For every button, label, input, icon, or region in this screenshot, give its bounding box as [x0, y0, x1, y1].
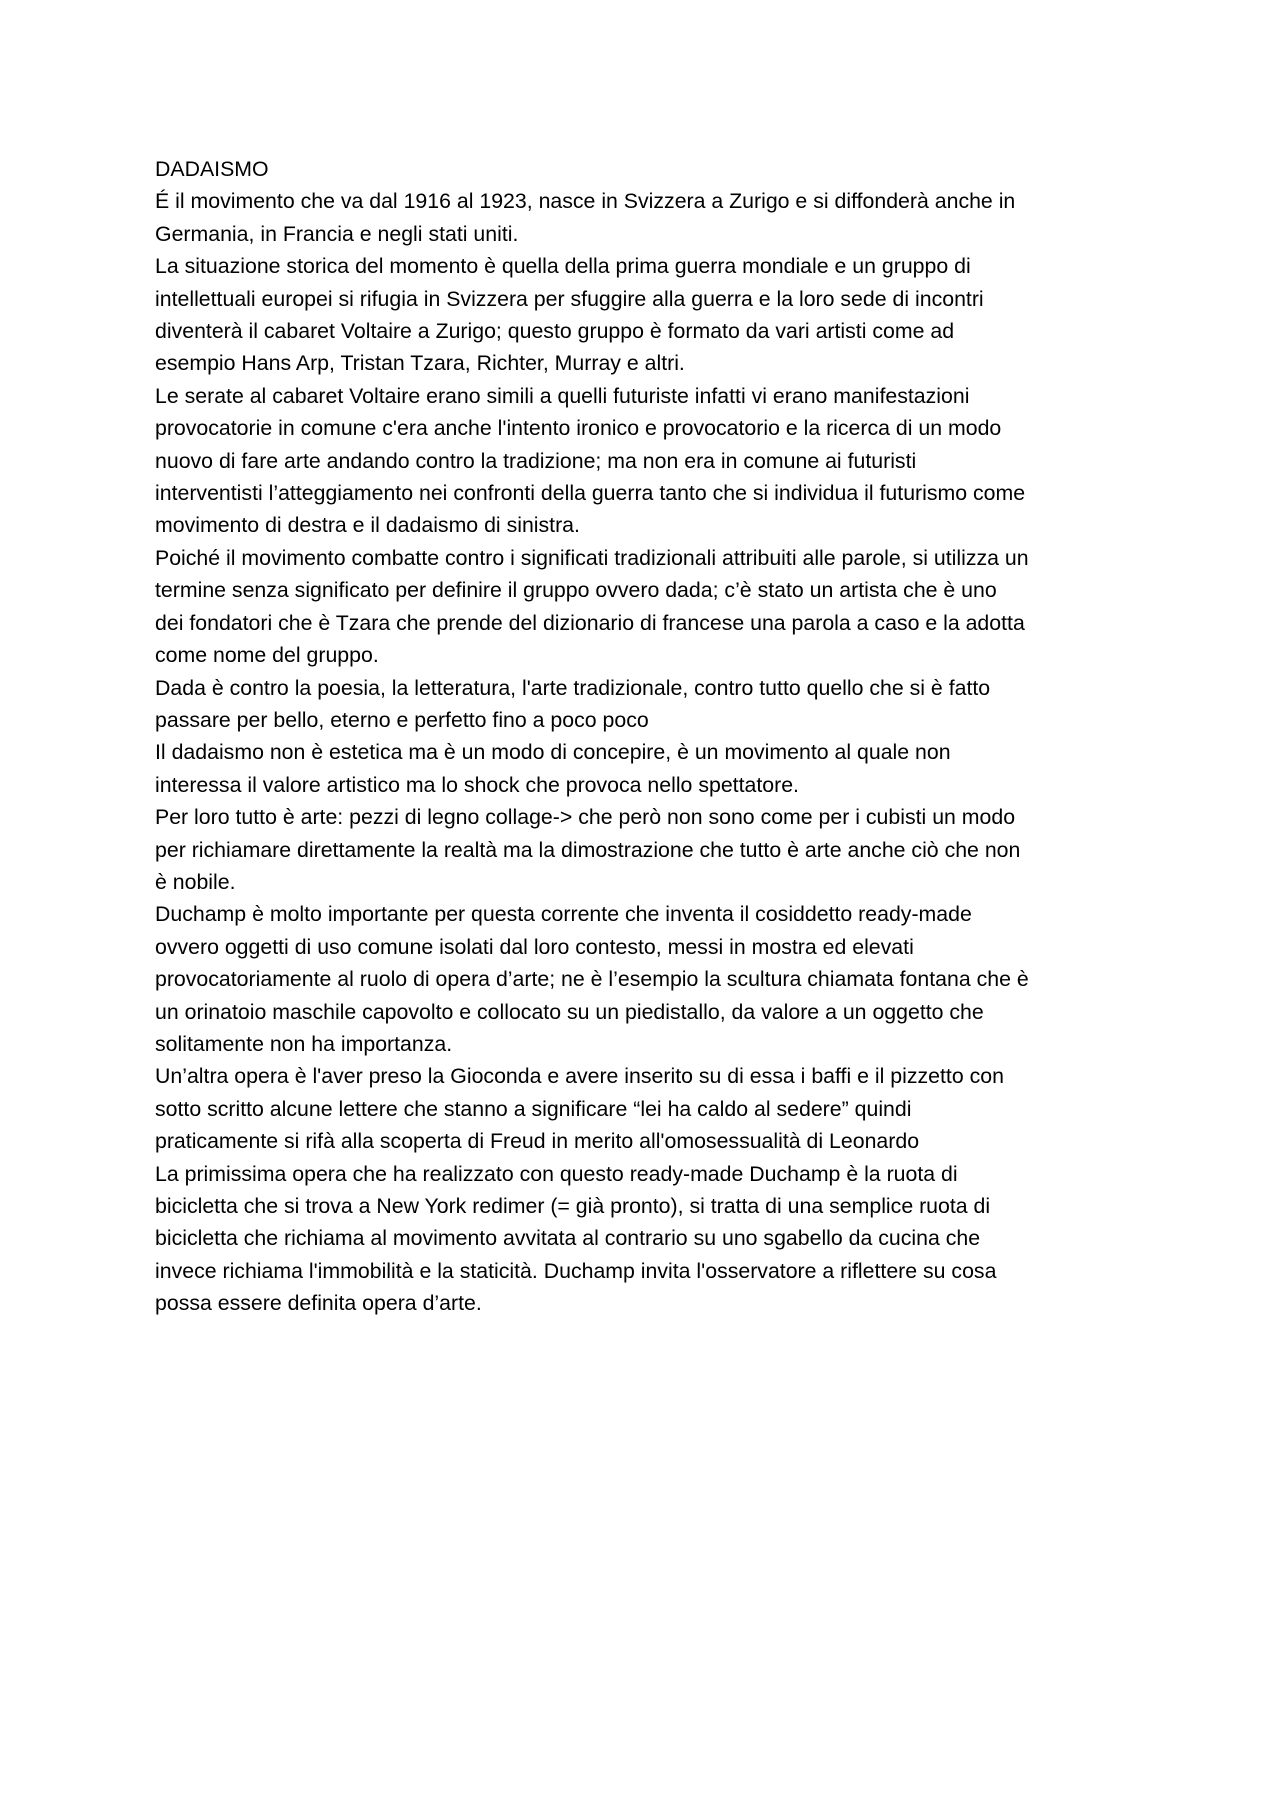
text-line: movimento di destra e il dadaismo di sinistra. — [155, 513, 580, 538]
text-line: interessa il valore artistico ma lo shock che provoca nello spettatore. — [155, 772, 799, 797]
text-line: La primissima opera che ha realizzato con questo ready-made Duchamp è la ruota di — [155, 1161, 958, 1186]
text-line: esempio Hans Arp, Tristan Tzara, Richter, Murray e altri. — [155, 351, 685, 376]
text-line: invece richiama l'immobilità e la staticità. Duchamp invita l'osservatore a riflettere su cosa — [155, 1258, 997, 1283]
text-line: Poiché il movimento combatte contro i significati tradizionali attribuiti alle parole, si utilizza un — [155, 545, 1029, 570]
text-line: solitamente non ha importanza. — [155, 1031, 453, 1056]
text-line: nuovo di fare arte andando contro la tradizione; ma non era in comune ai futuristi — [155, 448, 917, 473]
document-title: DADAISMO — [155, 157, 269, 181]
text-line: termine senza significato per definire il gruppo ovvero dada; c’è stato un artista che è uno — [155, 578, 997, 603]
text-line: passare per bello, eterno e perfetto fino a poco poco — [155, 707, 649, 732]
text-line: Duchamp è molto importante per questa corrente che inventa il cosiddetto ready-made — [155, 902, 972, 927]
text-line: Le serate al cabaret Voltaire erano simili a quelli futuriste infatti vi erano manifestazioni — [155, 383, 970, 408]
document-body — [155, 153, 1145, 1320]
text-line: dei fondatori che è Tzara che prende del dizionario di francese una parola a caso e la adotta — [155, 610, 1025, 635]
text-line: ovvero oggetti di uso comune isolati dal loro contesto, messi in mostra ed elevati — [155, 934, 914, 959]
text-line: bicicletta che si trova a New York redimer (= già pronto), si tratta di una semplice ruota di — [155, 1194, 991, 1218]
text-line: Un’altra opera è l'aver preso la Gioconda e avere inserito su di essa i baffi e il pizzetto con — [155, 1064, 1004, 1089]
text-line: Germania, in Francia e negli stati uniti. — [155, 221, 519, 246]
text-line: un orinatoio maschile capovolto e collocato su un piedistallo, da valore a un oggetto che — [155, 999, 984, 1024]
text-line: per richiamare direttamente la realtà ma la dimostrazione che tutto è arte anche ciò che non — [155, 837, 1021, 862]
text-line: É il movimento che va dal 1916 al 1923, nasce in Svizzera a Zurigo e si diffonderà anche in — [155, 189, 1016, 214]
text-line: Il dadaismo non è estetica ma è un modo di concepire, è un movimento al quale non — [155, 740, 951, 765]
text-line: possa essere definita opera d’arte. — [155, 1291, 482, 1316]
text-line: bicicletta che richiama al movimento avvitata al contrario su uno sgabello da cucina che — [155, 1226, 981, 1251]
text-line: interventisti l’atteggiamento nei confronti della guerra tanto che si individua il futurismo come — [155, 481, 1026, 506]
text-line: provocatoriamente al ruolo di opera d’arte; ne è l’esempio la scultura chiamata fontana che è — [155, 967, 1029, 992]
text-line: come nome del gruppo. — [155, 643, 379, 668]
text-line: intellettuali europei si rifugia in Svizzera per sfuggire alla guerra e la loro sede di incontri — [155, 286, 984, 311]
text-line: sotto scritto alcune lettere che stanno a significare “lei ha caldo al sedere” quindi — [155, 1096, 912, 1121]
text-line: Per loro tutto è arte: pezzi di legno collage-> che però non sono come per i cubisti un modo — [155, 805, 1016, 830]
text-line: La situazione storica del momento è quella della prima guerra mondiale e un gruppo di — [155, 254, 971, 279]
text-line: provocatorie in comune c'era anche l'intento ironico e provocatorio e la ricerca di un modo — [155, 416, 1002, 441]
text-line: praticamente si rifà alla scoperta di Freud in merito all'omosessualità di Leonardo — [155, 1129, 920, 1154]
text-line: è nobile. — [155, 869, 236, 894]
text-line: diventerà il cabaret Voltaire a Zurigo; questo gruppo è formato da vari artisti come ad — [155, 319, 955, 344]
text-line: Dada è contro la poesia, la letteratura, l'arte tradizionale, contro tutto quello che si è fatto — [155, 675, 991, 700]
